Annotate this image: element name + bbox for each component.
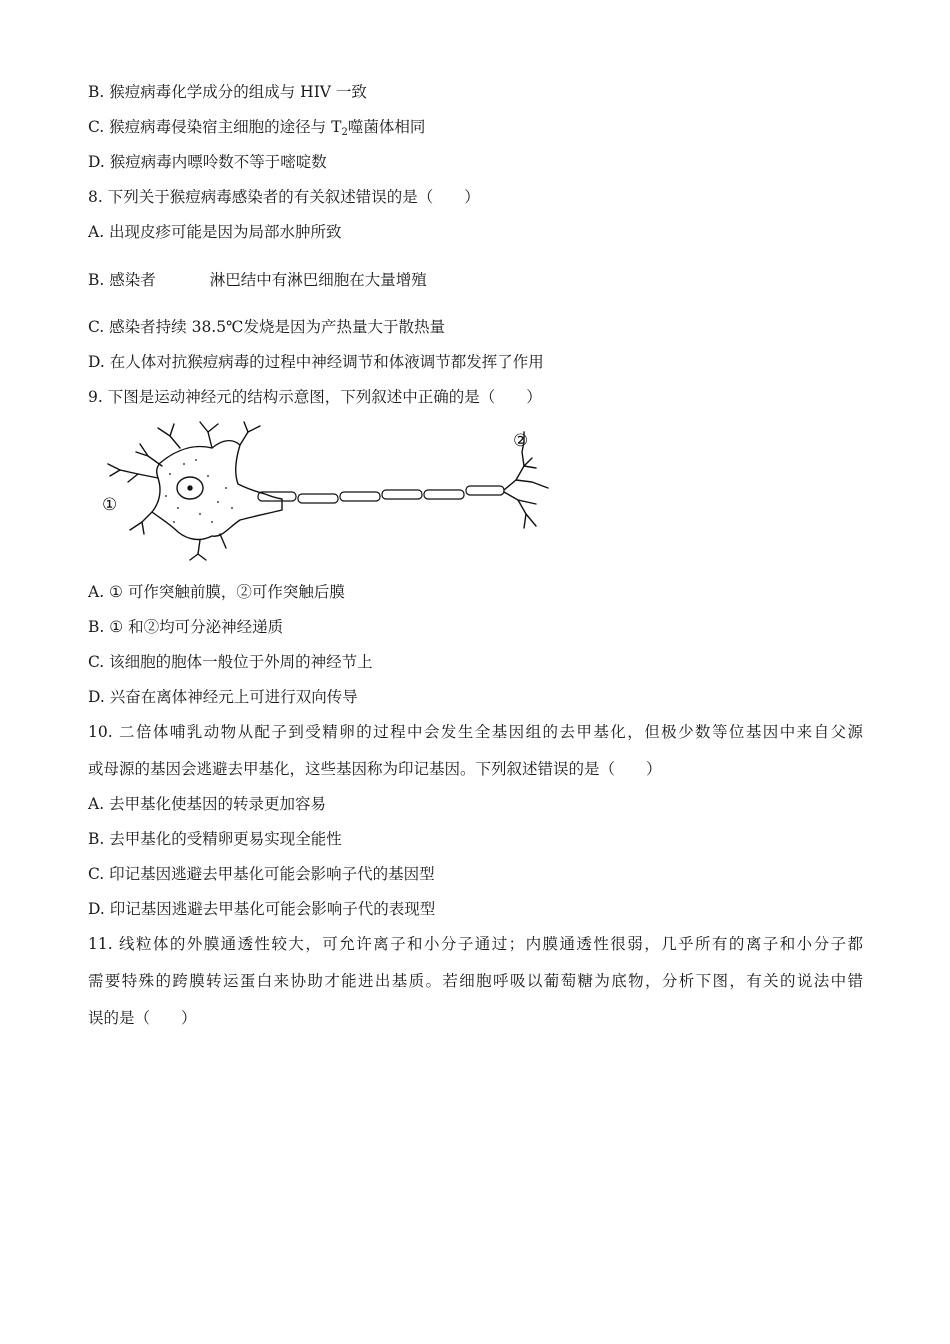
q9-stem: 9. 下图是运动神经元的结构示意图，下列叙述中正确的是（ ） [88,388,542,406]
q7-option-c-text-end: 噬菌体相同 [347,118,426,136]
q7-option-c-text: C. 猴痘病毒侵染宿主细胞的途径与 T [88,118,342,136]
axon-terminal [504,458,532,490]
figure-label-2: ② [513,431,529,451]
q10-option-a: A. 去甲基化使基因的转录更加容易 [88,795,327,813]
q8-option-b-text: B. 感染者 [88,271,156,289]
q7-option-d: D. 猴痘病毒内嘌呤数不等于嘧啶数 [88,153,327,171]
q11-stem-line2: 需要特殊的跨膜转运蛋白来协助才能进出基质。若细胞呼吸以葡萄糖为底物，分析下图，有关的说法中错 [88,972,863,990]
q9-option-a: A. ① 可作突触前膜，②可作突触后膜 [88,583,345,601]
q10-option-b: B. 去甲基化的受精卵更易实现全能性 [88,830,342,848]
figure-label-1: ① [102,495,118,515]
q8-stem: 8. 下列关于猴痘病毒感染者的有关叙述错误的是（ ） [88,188,480,206]
q10-option-c: C. 印记基因逃避去甲基化可能会影响子代的基因型 [88,865,435,883]
q10-option-d: D. 印记基因逃避去甲基化可能会影响子代的表现型 [88,900,436,918]
q7-option-c-subscript: 2 [341,127,348,138]
motor-neuron-figure [100,418,560,563]
q9-option-d: D. 兴奋在离体神经元上可进行双向传导 [88,688,358,706]
q10-stem-line2: 或母源的基因会逃避去甲基化，这些基因称为印记基因。下列叙述错误的是（ ） [88,760,662,778]
q8-option-a: A. 出现皮疹可能是因为局部水肿所致 [88,223,342,241]
neuron-axon [258,486,504,503]
q11-stem-line3: 误的是（ ） [88,1009,197,1027]
q9-option-c: C. 该细胞的胞体一般位于外周的神经节上 [88,653,373,671]
q7-option-c [88,117,425,137]
q10-stem-line1: 10. 二倍体哺乳动物从配子到受精卵的过程中会发生全基因组的去甲基化，但极少数等位基因中来自父源 [88,723,863,741]
q11-stem-line1: 11. 线粒体的外膜通透性较大，可允许离子和小分子通过；内膜通透性很弱，几乎所有的离子和小分子都 [88,935,863,953]
q8-option-b [88,270,427,290]
q7-option-b: B. 猴痘病毒化学成分的组成与 HIV 一致 [88,83,367,101]
neuron-cell-body [152,441,282,540]
q9-option-b: B. ① 和②均可分泌神经递质 [88,618,284,636]
q8-option-c: C. 感染者持续 38.5℃发烧是因为产热量大于散热量 [88,318,445,336]
q8-option-d: D. 在人体对抗猴痘病毒的过程中神经调节和体液调节都发挥了作用 [88,353,544,371]
q8-option-b-text-end: 淋巴结中有淋巴细胞在大量增殖 [209,271,427,289]
